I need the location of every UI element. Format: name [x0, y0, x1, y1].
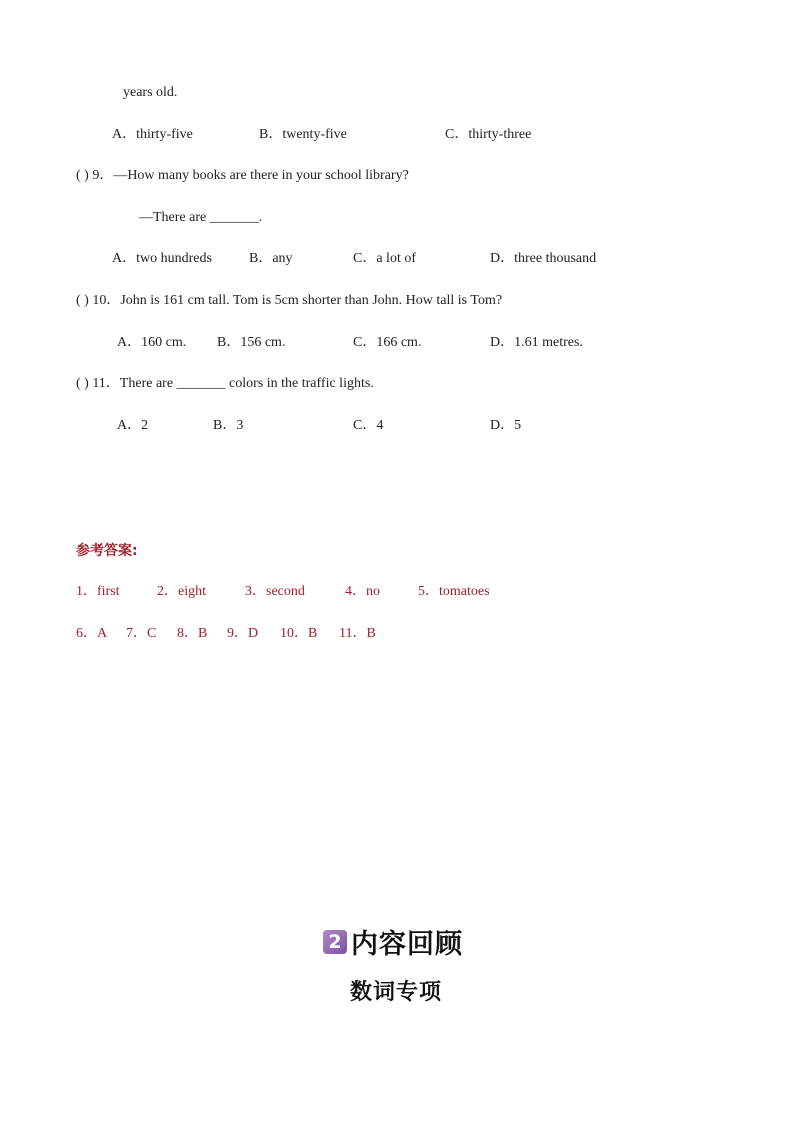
q11-option-b: B．3 [213, 418, 244, 433]
answer-9: 9．D [227, 626, 259, 641]
answer-key-heading: 参考答案: [76, 543, 138, 559]
section-title: 内容回顾 [351, 929, 463, 960]
answer-2: 2．eight [157, 584, 206, 599]
q8-option-c: C．thirty-three [445, 127, 532, 142]
answer-5: 5．tomatoes [418, 584, 490, 599]
section-subtitle: 数词专项 [350, 980, 443, 1005]
answer-11: 11．B [339, 626, 376, 641]
q11-option-a: A．2 [117, 418, 149, 433]
answer-7: 7．C [126, 626, 157, 641]
q10-option-b: B．156 cm. [217, 335, 286, 350]
q8-continuation: years old. [123, 85, 178, 100]
section-number-badge: 2 [323, 930, 347, 954]
q9-reply: —There are _______. [139, 210, 263, 225]
q8-option-b: B．twenty-five [259, 127, 347, 142]
answer-4: 4．no [345, 584, 380, 599]
q8-option-a: A．thirty-five [112, 127, 193, 142]
answer-1: 1．first [76, 584, 120, 599]
answer-3: 3．second [245, 584, 305, 599]
q10-option-a: A．160 cm. [117, 335, 187, 350]
q11-stem: ( ) 11．There are _______ colors in the traffic lights. [76, 376, 374, 391]
q9-option-b: B．any [249, 251, 293, 266]
q9-option-c: C．a lot of [353, 251, 416, 266]
answer-10: 10．B [280, 626, 318, 641]
q9-option-d: D．three thousand [490, 251, 597, 266]
section-header [323, 922, 463, 961]
q9-option-a: A．two hundreds [112, 251, 212, 266]
answer-8: 8．B [177, 626, 208, 641]
q10-option-d: D．1.61 metres. [490, 335, 583, 350]
q11-option-d: D．5 [490, 418, 522, 433]
q9-stem: ( ) 9．—How many books are there in your school library? [76, 168, 409, 183]
answer-6: 6．A [76, 626, 108, 641]
q10-option-c: C．166 cm. [353, 335, 422, 350]
q10-stem: ( ) 10．John is 161 cm tall. Tom is 5cm shorter than John. How tall is Tom? [76, 293, 503, 308]
q11-option-c: C．4 [353, 418, 384, 433]
